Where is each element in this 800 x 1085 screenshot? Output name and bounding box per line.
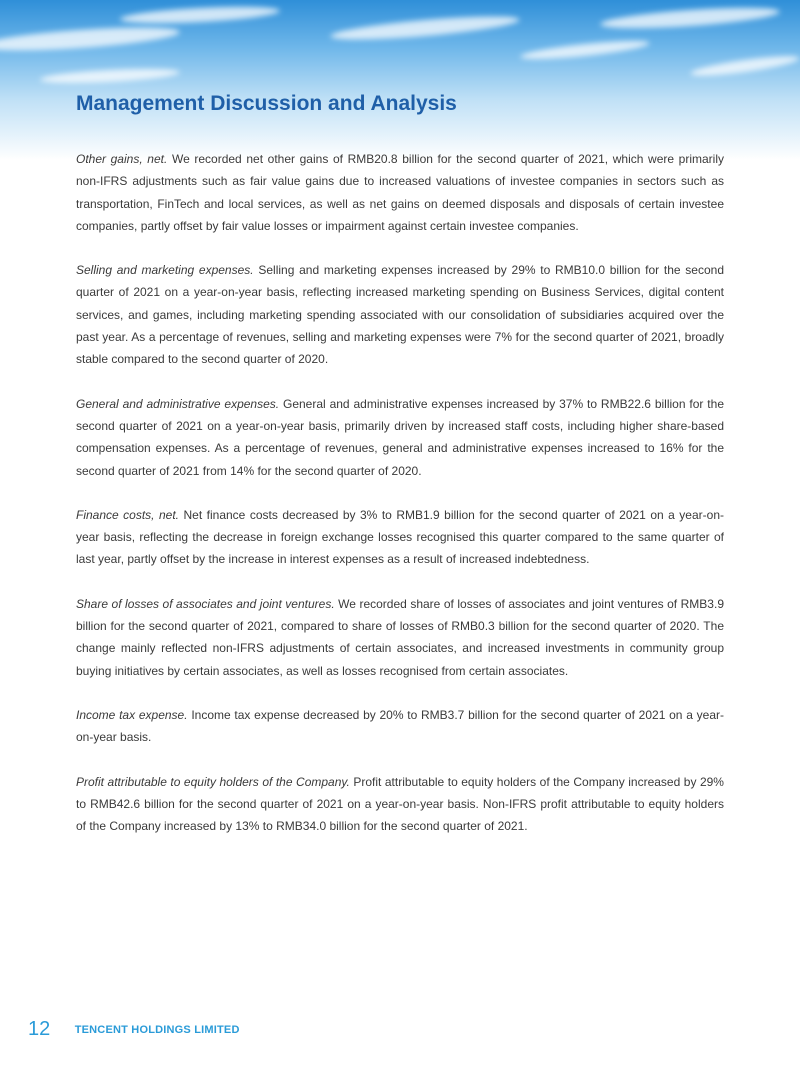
- paragraph-lead: General and administrative expenses.: [76, 396, 280, 411]
- paragraph-text: General and administrative expenses increased by 37% to RMB22.6 billion for the second quarter of 2021 on a year-on-year basis, primarily driven by increased staff costs, including higher share-based compensation expenses. As a percentage of revenues, general and administrative expenses increased to 16% for the second quarter of 2021 from 14% for the second quarter of 2020.: [76, 396, 724, 478]
- company-name: TENCENT HOLDINGS LIMITED: [74, 1023, 240, 1036]
- paragraph-finance-costs: [76, 504, 724, 571]
- paragraph-lead: Finance costs, net.: [76, 507, 180, 522]
- cloud-streak: [330, 12, 521, 44]
- paragraph-lead: Income tax expense.: [76, 707, 188, 722]
- cloud-streak: [0, 23, 180, 55]
- cloud-streak: [690, 52, 800, 79]
- paragraph-lead: Share of losses of associates and joint ventures.: [76, 596, 335, 611]
- body-text: [76, 148, 724, 859]
- page-title: Management Discussion and Analysis: [76, 92, 457, 115]
- page-number: 12: [28, 1018, 51, 1040]
- paragraph-other-gains: [76, 148, 724, 237]
- paragraph-lead: Profit attributable to equity holders of the Company.: [76, 774, 350, 789]
- sky-banner: [0, 0, 800, 160]
- paragraph-text: We recorded net other gains of RMB20.8 billion for the second quarter of 2021, which were primarily non-IFRS adjustments such as fair value gains due to increased valuations of investee companies in sectors such as transportation, FinTech and local services, as well as net gains on deemed disposals and disposals of certain investee companies, partly offset by fair value losses or impairment against certain investee companies.: [76, 152, 725, 233]
- cloud-streak: [120, 4, 281, 26]
- paragraph-text: Net finance costs decreased by 3% to RMB1.9 billion for the second quarter of 2021 on a year-on-year basis, reflecting the decrease in foreign exchange losses recognised this quarter compared to the same quarter of last year, partly offset by the increase in interest expenses as a result of increased indebtedness.: [76, 507, 724, 567]
- cloud-streak: [520, 37, 651, 63]
- paragraph-income-tax: [76, 704, 724, 749]
- page-footer: [28, 1018, 240, 1041]
- paragraph-text: Selling and marketing expenses increased by 29% to RMB10.0 billion for the second quarter of 2021 on a year-on-year basis, reflecting increased marketing spending on Business Services, digital content services, and games, including marketing spending associated with our consolidation of subsidiaries acquired over the past year. As a percentage of revenues, selling and marketing expenses were 7% for the second quarter of 2021, broadly stable compared to the second quarter of 2020.: [76, 263, 724, 367]
- cloud-streak: [40, 66, 180, 85]
- cloud-streak: [600, 4, 781, 33]
- paragraph-lead: Other gains, net.: [76, 152, 168, 166]
- paragraph-lead: Selling and marketing expenses.: [76, 263, 254, 278]
- paragraph-general-admin: [76, 393, 724, 482]
- paragraph-profit-attributable: [76, 771, 724, 838]
- paragraph-text: Income tax expense decreased by 20% to RMB3.7 billion for the second quarter of 2021 on a year-on-year basis.: [76, 707, 724, 745]
- paragraph-selling-marketing: [76, 259, 724, 370]
- paragraph-text: Profit attributable to equity holders of the Company increased by 29% to RMB42.6 billion for the second quarter of 2021 on a year-on-year basis. Non-IFRS profit attributable to equity holders of the Company increased by 13% to RMB34.0 billion for the second quarter of 2021.: [76, 774, 724, 834]
- paragraph-text: We recorded share of losses of associates and joint ventures of RMB3.9 billion for the second quarter of 2021, compared to share of losses of RMB0.3 billion for the second quarter of 2020. The change mainly reflected non-IFRS adjustments of certain associates, and increased investments in community group buying initiatives by certain associates, as well as losses recognised from certain associates.: [76, 596, 724, 678]
- paragraph-share-of-losses: [76, 593, 724, 682]
